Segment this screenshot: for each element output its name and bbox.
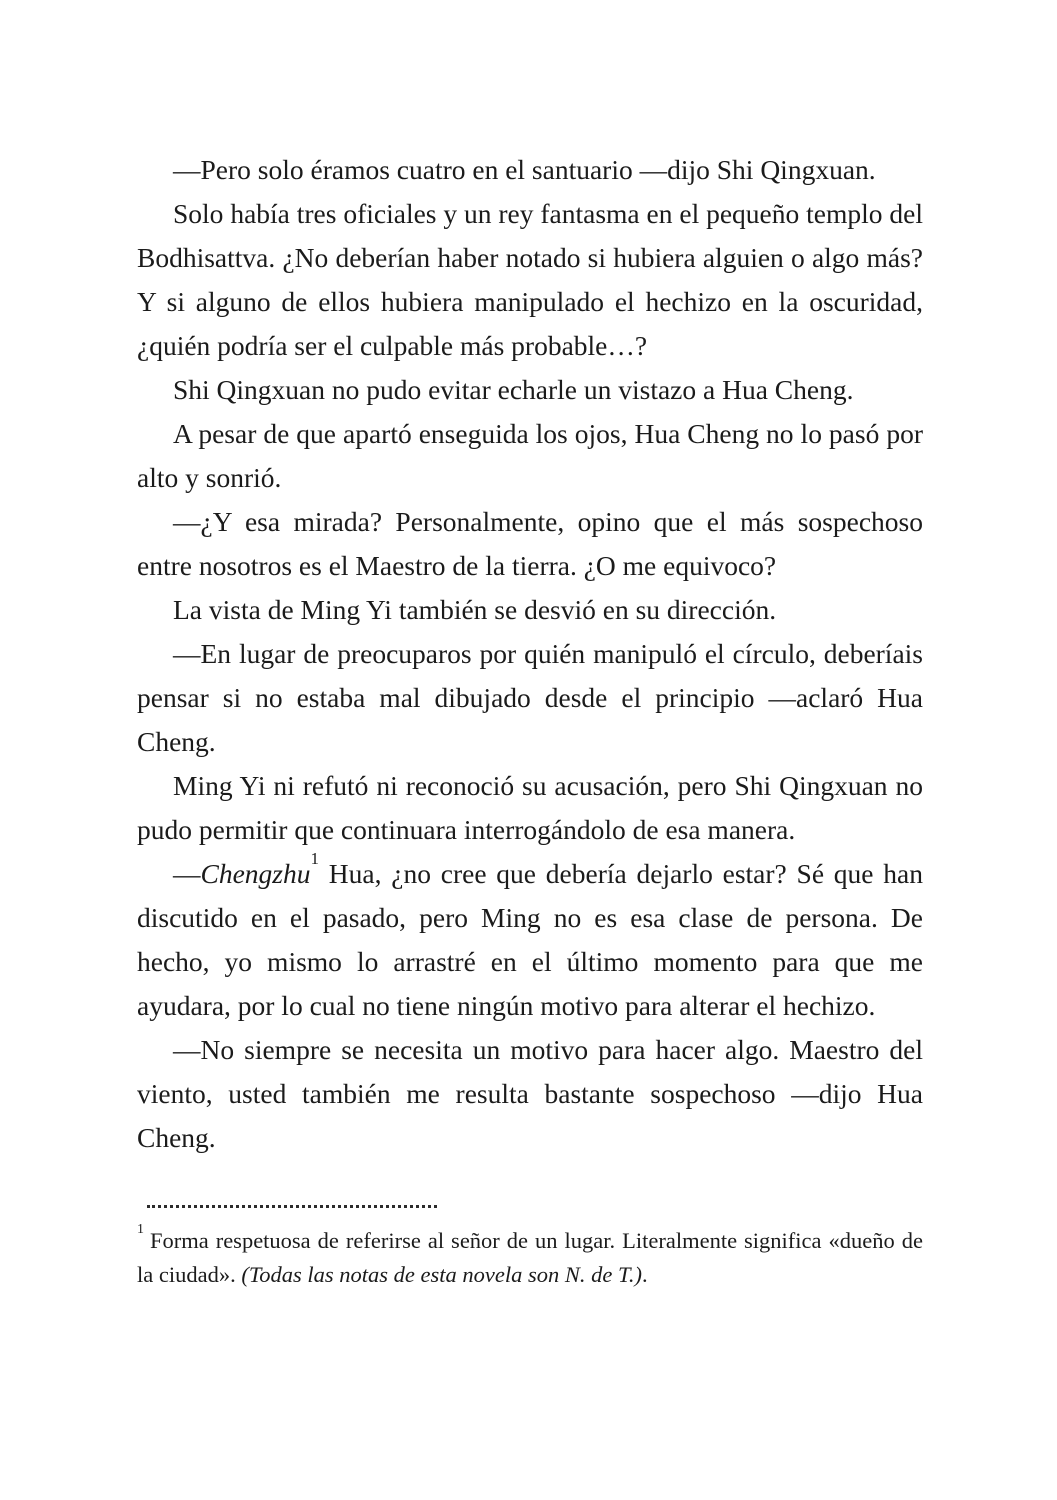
paragraph: —¿Y esa mirada? Personalmente, opino que el más sospechoso entre nosotros es el Maestro de la tierra. ¿O me equivoco? xyxy=(137,506,923,581)
paragraph: —En lugar de preocuparos por quién manipuló el círculo, deberíais pensar si no estaba mal dibujado desde el principio —aclaró Hua Cheng. xyxy=(137,638,923,757)
paragraph: —Chengzhu$^1$ Hua, ¿no cree que debería dejarlo estar? Sé que han discutido en el pasado, pero Ming no es esa clase de persona. De hecho, yo mismo lo arrastré en el último momento para que me ayudara, por lo cual no tiene ningún motivo para alterar el hechizo. xyxy=(137,849,923,1021)
paragraph: —No siempre se necesita un motivo para hacer algo. Maestro del viento, usted también me resulta bastante sospechoso —dijo Hua Cheng. xyxy=(137,1034,923,1153)
paragraph: La vista de Ming Yi también se desvió en su dirección. xyxy=(173,594,777,625)
paragraph: Shi Qingxuan no pudo evitar echarle un vistazo a Hua Cheng. xyxy=(173,374,854,405)
footnote-text-runs: Forma respetuosa de referirse al señor de un lugar. Literalmente significa «dueño de la ciudad». (Todas las notas de esta novela son N. de T.). xyxy=(137,1228,923,1287)
footnote-separator xyxy=(147,1205,437,1208)
paragraph: Ming Yi ni refutó ni reconoció su acusación, pero Shi Qingxuan no pudo permitir que continuara interrogándolo de esa manera. xyxy=(137,770,923,845)
footnote-marker: 1 xyxy=(137,1221,144,1237)
footnote-block xyxy=(137,1205,923,1292)
footnote xyxy=(137,1221,923,1292)
paragraph: A pesar de que apartó enseguida los ojos, Hua Cheng no lo pasó por alto y sonrió. xyxy=(137,418,923,493)
body-text-block xyxy=(137,148,923,1160)
paragraph: —Pero solo éramos cuatro en el santuario —dijo Shi Qingxuan. xyxy=(173,154,876,185)
paragraph: Solo había tres oficiales y un rey fantasma en el pequeño templo del Bodhisattva. ¿No deberían haber notado si hubiera alguien o algo más? Y si alguno de ellos hubiera manipulado el hechizo en la oscuridad, ¿quién podría ser el culpable más probable…? xyxy=(137,198,923,361)
